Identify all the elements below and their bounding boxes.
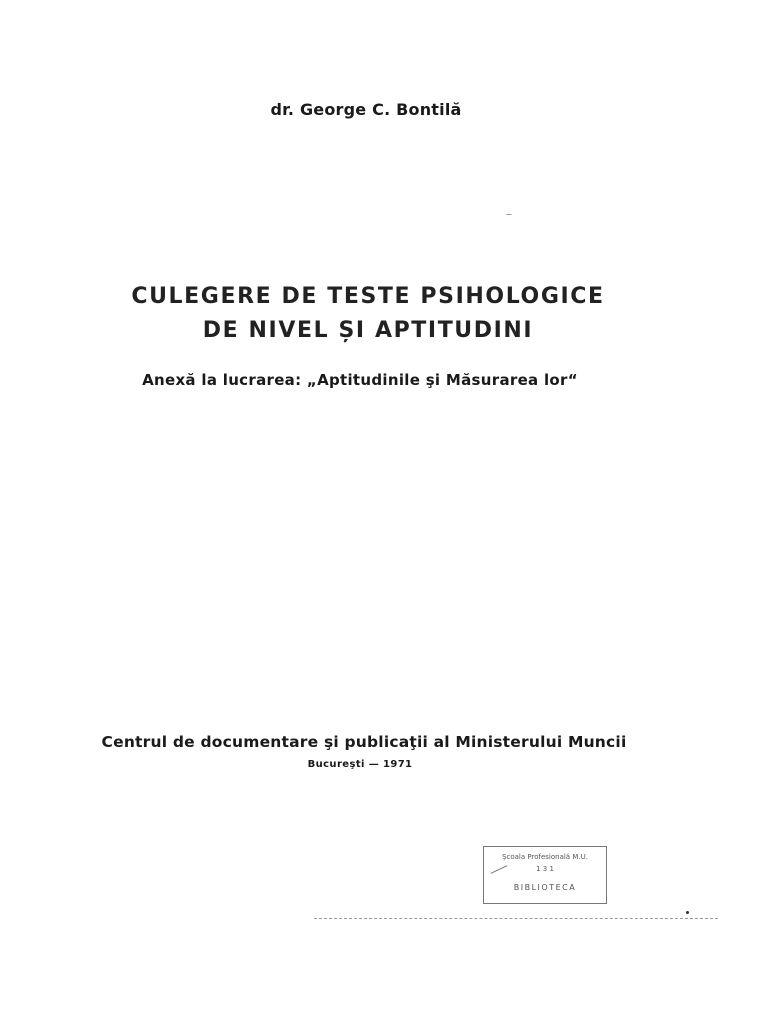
publisher: Centrul de documentare şi publicaţii al Ministerului Muncii [101,733,627,751]
stamp-institution: Școala Profesională M.U. [502,853,588,861]
stamp-library: BIBLIOTECA [513,883,577,892]
scan-divider-line [314,918,718,919]
scan-speck [686,911,689,914]
book-title-line-1: CULEGERE DE TESTE PSIHOLOGICE [131,284,605,309]
stamp-number: 1 3 1 [536,865,554,873]
scan-speck [506,214,512,215]
library-stamp [483,846,607,904]
book-title-line-2: DE NIVEL ȘI APTITUDINI [202,318,534,343]
book-subtitle: Anexă la lucrarea: „Aptitudinile şi Măsurarea lor“ [142,371,578,389]
place-and-year: Bucureşti — 1971 [307,759,413,770]
author-name: dr. George C. Bontilă [270,100,462,119]
